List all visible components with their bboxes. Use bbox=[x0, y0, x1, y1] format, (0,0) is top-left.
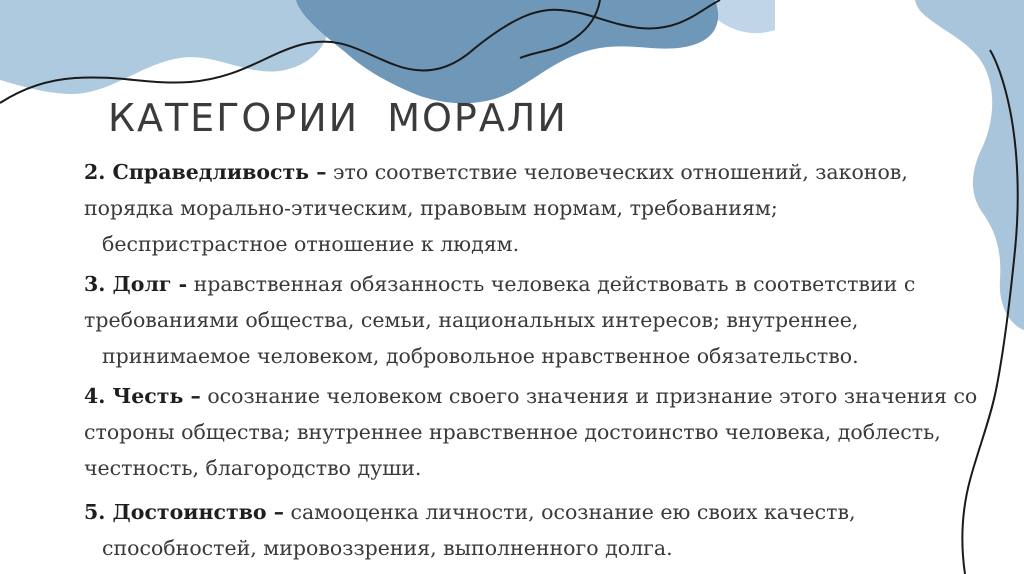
definition-text-line: порядка морально-этическим, правовым нормам, требованиям; bbox=[84, 196, 778, 220]
definition-text-line: требованиями общества, семьи, национальных интересов; внутреннее, bbox=[84, 308, 859, 332]
definition-first-line bbox=[84, 378, 978, 414]
slide-title: КАТЕГОРИИ МОРАЛИ bbox=[108, 96, 568, 140]
definition-first-line bbox=[84, 154, 964, 190]
light-blue-blob-top-left bbox=[0, 0, 331, 94]
definition-text-line: честность, благородство души. bbox=[84, 456, 422, 480]
definition-text: нравственная обязанность человека действовать в соответствии с bbox=[187, 272, 916, 296]
definition-item-duty bbox=[84, 266, 964, 374]
definition-text: самооценка личности, осознание ею своих качеств, bbox=[284, 500, 856, 524]
definition-text: осознание человеком своего значения и признание этого значения со bbox=[200, 384, 978, 408]
definition-term: 4. Честь – bbox=[84, 384, 201, 408]
definition-text-line: принимаемое человеком, добровольное нравственное обязательство. bbox=[102, 344, 859, 368]
definition-first-line bbox=[84, 266, 964, 302]
definition-first-line bbox=[84, 494, 964, 530]
definition-term: 5. Достоинство – bbox=[84, 500, 284, 524]
definition-text-line: способностей, мировоззрения, выполненного долга. bbox=[102, 536, 673, 560]
definitions-list bbox=[84, 154, 978, 566]
definition-term: 2. Справедливость – bbox=[84, 160, 327, 184]
definition-text-line: стороны общества; внутреннее нравственное достоинство человека, доблесть, bbox=[84, 420, 941, 444]
definition-item-honor bbox=[84, 378, 978, 486]
definition-text: это соответствие человеческих отношений, законов, bbox=[326, 160, 908, 184]
definition-item-justice bbox=[84, 154, 964, 262]
definition-term: 3. Долг - bbox=[84, 272, 188, 296]
definition-item-dignity bbox=[84, 494, 964, 566]
definition-text-line: беспристрастное отношение к людям. bbox=[102, 232, 520, 256]
mid-blue-blob-top-center bbox=[296, 0, 718, 103]
